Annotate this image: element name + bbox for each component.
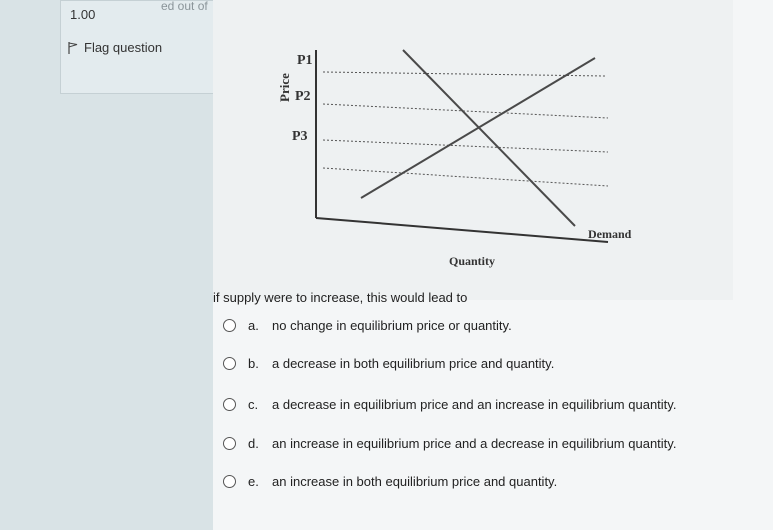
option-text: no change in equilibrium price or quantity. [272, 318, 512, 333]
radio-a[interactable] [223, 319, 236, 332]
flag-icon [68, 42, 78, 54]
option-letter: d. [248, 436, 259, 451]
x-axis-label: Quantity [449, 254, 496, 268]
flag-question-button[interactable] [68, 40, 162, 55]
p3-line [323, 140, 608, 152]
supply-demand-graph [213, 0, 733, 300]
radio-c[interactable] [223, 398, 236, 411]
option-text: an increase in both equilibrium price and quantity. [272, 474, 558, 489]
p2-label: P2 [295, 89, 311, 104]
p1-label: P1 [297, 53, 313, 68]
points-text: ed out of [161, 0, 208, 13]
radio-d[interactable] [223, 437, 236, 450]
option-c[interactable] [223, 397, 676, 412]
option-letter: c. [248, 397, 259, 412]
option-letter: b. [248, 356, 259, 371]
option-text: a decrease in equilibrium price and an increase in equilibrium quantity. [272, 397, 677, 412]
flag-question-label: Flag question [84, 40, 163, 55]
demand-curve [403, 50, 575, 226]
option-text: an increase in equilibrium price and a decrease in equilibrium quantity. [272, 436, 677, 451]
question-text: if supply were to increase, this would lead to [213, 290, 468, 305]
option-e[interactable] [223, 474, 557, 489]
option-a[interactable] [223, 318, 512, 333]
y-axis-label: Price [277, 73, 292, 102]
p3-label: P3 [292, 129, 308, 144]
radio-b[interactable] [223, 357, 236, 370]
option-b[interactable] [223, 356, 554, 371]
option-letter: a. [248, 318, 259, 333]
lower-price-line [323, 168, 608, 186]
option-d[interactable] [223, 436, 676, 451]
question-content [213, 0, 773, 530]
points-value: 1.00 [70, 7, 96, 22]
p1-line [323, 72, 605, 76]
x-axis [316, 218, 608, 242]
graph-svg [213, 0, 733, 290]
radio-e[interactable] [223, 475, 236, 488]
p2-line [323, 104, 608, 118]
option-text: a decrease in both equilibrium price and quantity. [272, 356, 555, 371]
option-letter: e. [248, 474, 259, 489]
demand-label: Demand [588, 227, 632, 241]
